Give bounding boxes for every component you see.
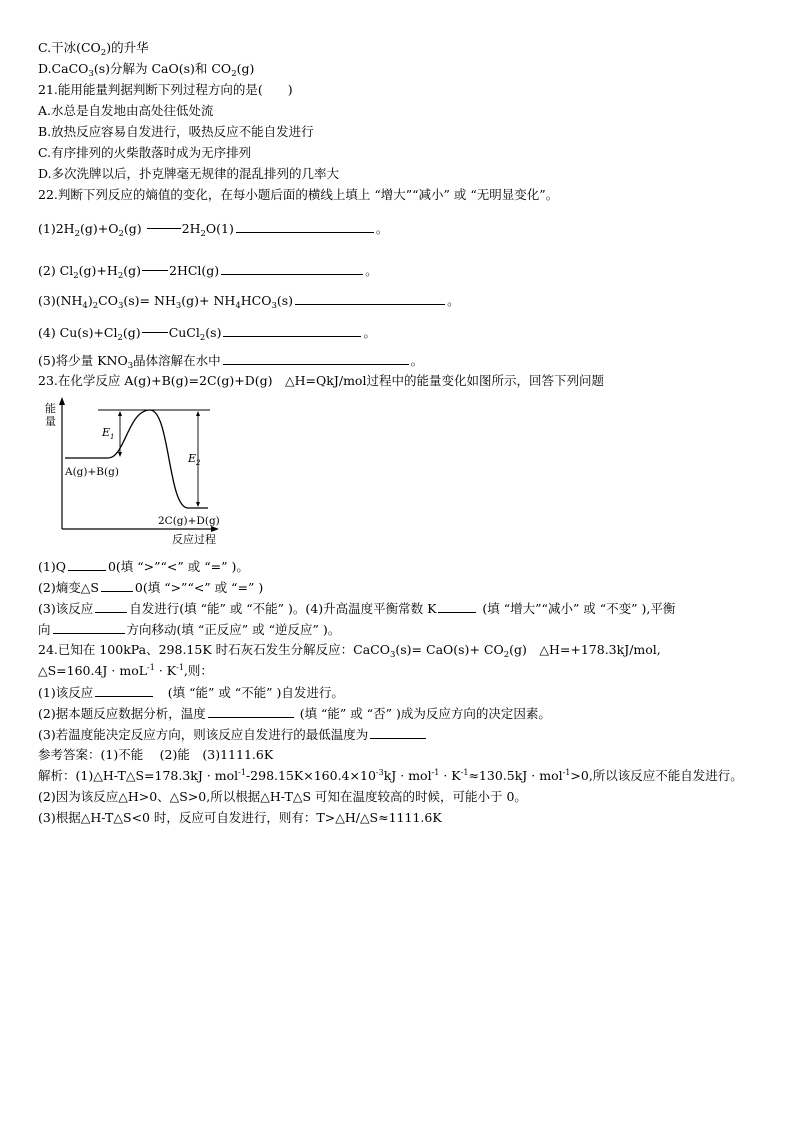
q23-item-3: (3)该反应 自发进行(填 “能” 或 “不能” )。(4)升高温度平衡常数 K (填 “增大”“减小” 或 “不变” ),平衡 <box>38 601 676 616</box>
reactants-label: A(g)+B(g) <box>65 466 119 478</box>
question-24-cont: △S=160.4J · $moL^{-1} \cdot K^{-1}$,则： <box>38 663 213 678</box>
energy-curve <box>65 410 208 508</box>
products-label: 2C(g)+D(g) <box>158 515 220 527</box>
ignite-condition <box>147 221 181 237</box>
q21-option-c: C.有序排列的火柴散落时成为无序排列 <box>38 145 252 160</box>
q23-item-3-cont: 向 方向移动(填 “正反应” 或 “逆反应” )。 <box>38 622 341 637</box>
ignite-condition <box>142 325 168 341</box>
q21-option-d: D.多次洗牌以后，扑克牌毫无规律的混乱排列的几率大 <box>38 166 340 181</box>
question-22: 22.判断下列反应的熵值的变化，在每小题后面的横线上填上 “增大”“减小” 或 “无明显变化”。 <box>38 187 559 202</box>
y-axis-arrow <box>59 397 65 405</box>
q23-item-1: (1)Q 0(填 “>”“<” 或 “=” )。 <box>38 559 249 574</box>
answer-blank[interactable] <box>221 262 363 275</box>
y-axis-label-char-1: 能 <box>45 402 56 415</box>
answer-blank[interactable] <box>223 352 409 365</box>
e2-arrowhead-top <box>196 411 200 416</box>
answer-blank[interactable] <box>95 600 127 613</box>
energy-diagram <box>40 396 220 546</box>
option-c-dry-ice: C.干冰$(CO_2)$的升华 <box>38 40 149 58</box>
ignite-condition <box>142 263 168 279</box>
q21-option-b: B.放热反应容易自发进行，吸热反应不能自发进行 <box>38 124 314 139</box>
x-axis-label: 反应过程 <box>172 533 216 546</box>
y-axis-label-char-2: 量 <box>45 415 56 428</box>
e1-arrowhead-top <box>118 411 122 416</box>
answer-key: 参考答案：(1)不能 (2)能 (3)1111.6K <box>38 747 274 762</box>
answer-blank[interactable] <box>236 220 374 233</box>
question-24: 24.已知在 100kPa、298.15K 时石灰石发生分解反应：CaCO$_3$(s)= $CaO(s)+ CO_2(g)$ △H=+178.3kJ/mol, <box>38 642 661 660</box>
explanation-1: 解析：(1)△H-T△S=178.3kJ · $mol^{-1}-298.15K\times 160.4\times 10^{-3}kJ \cdot mol^{-1} \cdot K^{-1}\approx 130.5kJ \cdot mol^{-1}>0$,所以该反应不能自发进行。 <box>38 768 743 783</box>
e1-arrowhead-bottom <box>118 452 122 457</box>
q22-item-4: (4) $Cu(s)+Cl_2(g)$ CuCl$_2$(s) 。 <box>38 325 376 343</box>
option-d-caco3: D.CaCO$_3$(s)分解为 CaO(s)和 $CO_2(g)$ <box>38 61 255 79</box>
explanation-3: (3)根据△H-T△S<0 时，反应可自发进行，则有：T>△H/△S≈1111.6K <box>38 810 442 825</box>
q21-option-a: A.水总是自发地由高处往低处流 <box>38 103 214 118</box>
e1-label: $E_1$ <box>102 426 115 441</box>
answer-blank[interactable] <box>95 684 153 697</box>
question-23: 23.在化学反应 A(g)+B(g)=2C(g)+D(g) △H=QkJ/mol过程中的能量变化如图所示，回答下列问题 <box>38 373 604 388</box>
q22-item-3: $(3)(NH_4)_2CO_3(s)= NH_3(g)+ NH_4HCO_3(s)$ 。 <box>38 293 460 311</box>
q22-item-5: (5)将少量 $KNO_3$晶体溶解在水中 。 <box>38 353 424 371</box>
q24-item-3: (3)若温度能决定反应方向，则该反应自发进行的最低温度为 <box>38 726 428 743</box>
answer-blank[interactable] <box>438 600 476 613</box>
q22-item-1: $(1)2H_2(g)+O_2(g)$ $2H_2O(1)$ 。 <box>38 221 389 239</box>
e2-arrowhead-bottom <box>196 502 200 507</box>
answer-blank[interactable] <box>53 621 125 634</box>
answer-blank[interactable] <box>68 558 106 571</box>
answer-blank[interactable] <box>295 292 445 305</box>
q24-item-2: (2)据本题反应数据分析，温度 (填 “能” 或 “否” )成为反应方向的决定因素。 <box>38 706 551 721</box>
answer-blank[interactable] <box>208 705 294 718</box>
e2-label: $E_2$ <box>188 452 201 467</box>
answer-blank[interactable] <box>101 579 133 592</box>
q23-item-2: (2)熵变△S 0(填 “>”“<” 或 “=” ) <box>38 580 264 595</box>
q24-item-1: (1)该反应 (填 “能” 或 “不能” )自发进行。 <box>38 685 344 700</box>
q22-item-2: (2) $Cl_2(g)+H_2(g)$ 2HCl(g) 。 <box>38 263 378 281</box>
answer-blank[interactable] <box>370 726 426 739</box>
answer-blank[interactable] <box>223 324 361 337</box>
explanation-2: (2)因为该反应△H>0、△S>0,所以根据△H-T△S 可知在温度较高的时候，可能小于 0。 <box>38 789 527 804</box>
question-21: 21.能用能量判据判断下列过程方向的是( ) <box>38 82 293 97</box>
